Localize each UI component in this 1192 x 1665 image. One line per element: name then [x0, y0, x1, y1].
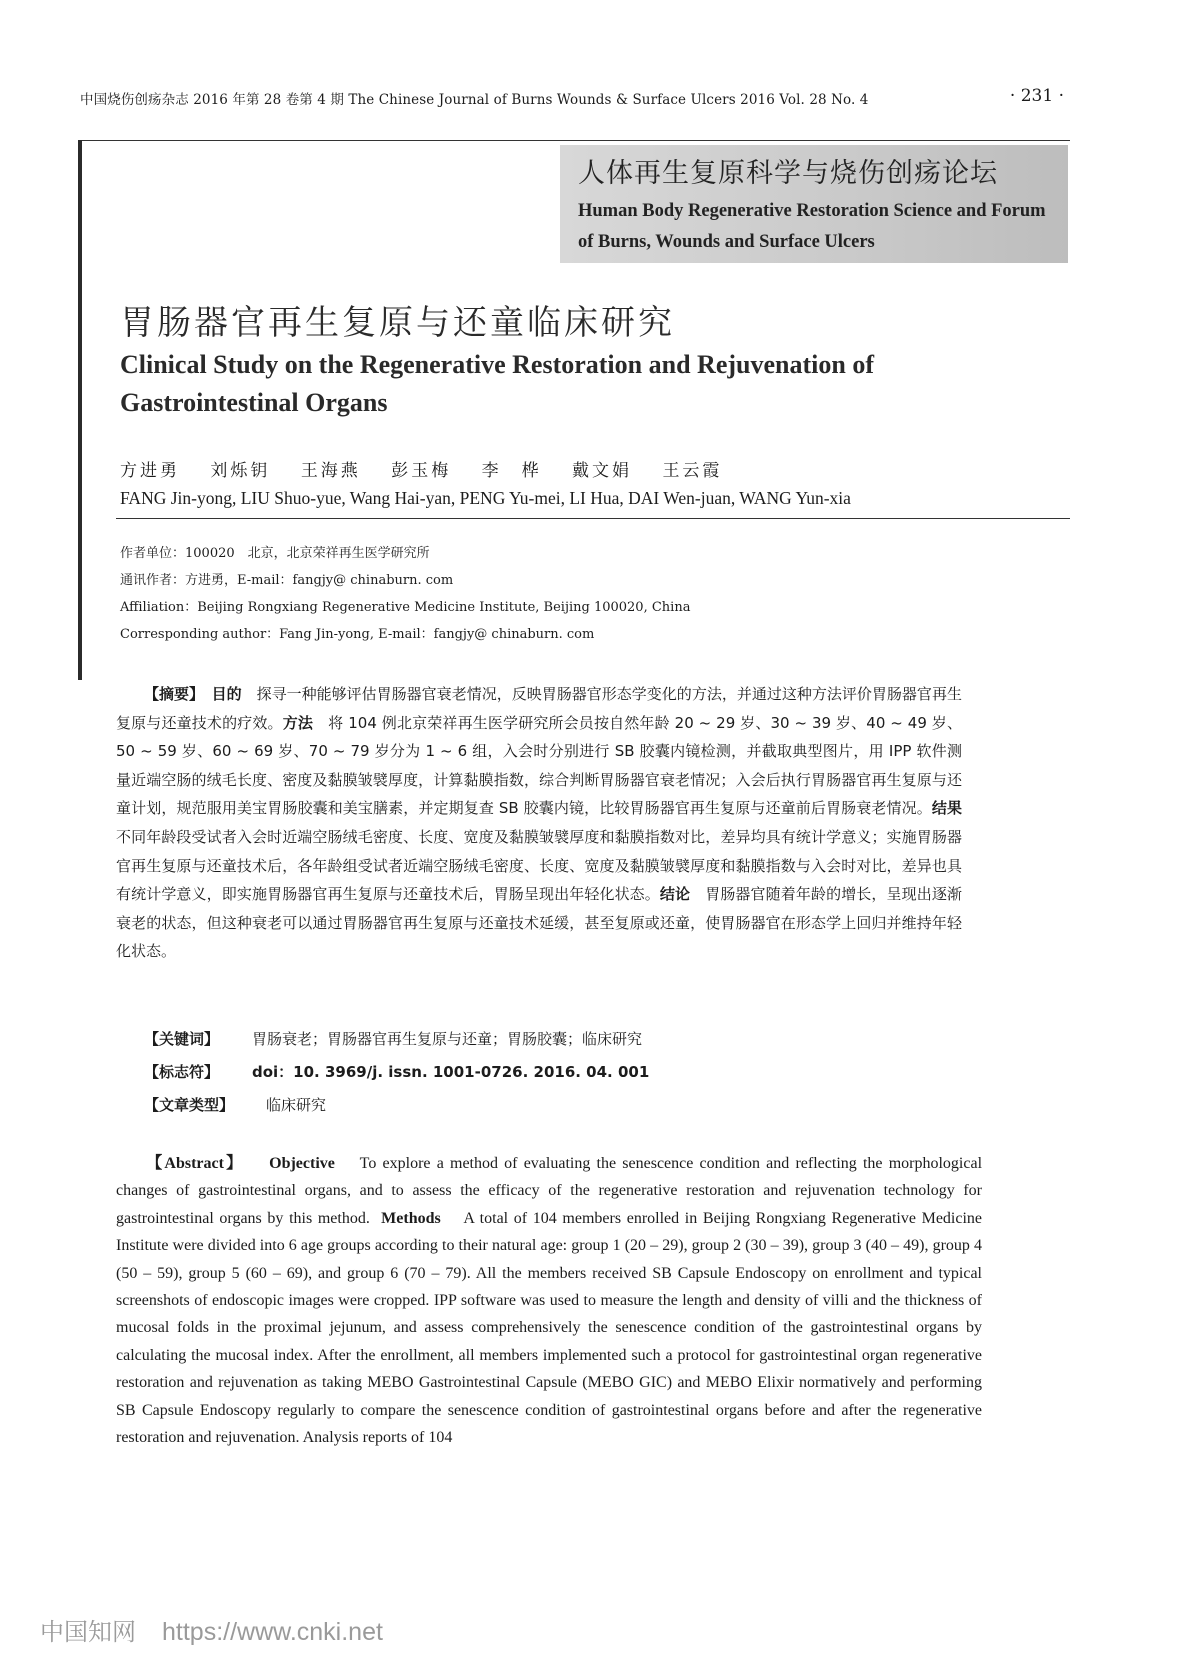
abstract-cn: [116, 680, 962, 966]
affiliation-cn: 作者单位：100020 北京，北京荣祥再生医学研究所: [120, 546, 430, 561]
corresponding-author-en: Corresponding author：Fang Jin-yong, E-mail：fangjy@ chinaburn. com: [120, 627, 595, 642]
running-header: 中国烧伤创疡杂志 2016 年第 28 卷第 4 期 The Chinese Journal of Burns Wounds & Surface Ulcers 2016 Vol. 28 No. 4: [80, 92, 869, 108]
keywords-row: [144, 1023, 984, 1056]
conclusion-text-cn: 胃肠器官随着年龄的增长，呈现出逐渐衰老的状态，但这种衰老可以通过胃肠器官再生复原与还童技术延缓，甚至复原或还童，使胃肠器官在形态学上回归并维持年轻化状态。: [116, 885, 962, 961]
doi-label: 【标志符】: [144, 1063, 220, 1081]
objective-label-cn: 目的: [211, 685, 242, 703]
affiliation-block: [120, 540, 1020, 648]
author-cn: 彭玉梅: [391, 461, 452, 481]
article-type-text: 临床研究: [266, 1096, 327, 1114]
author-cn: 王海燕: [300, 461, 361, 481]
methods-text-en: A total of 104 members enrolled in Beijing Rongxiang Regenerative Medicine Institute were divided into 6 age groups according to their natural age: group 1 (20 – 29), group 2 (30 – 39), group 3 (40 – 49), group 4 (50 – 59), group 5 (60 – 69), and group 6 (70 – 79). All the members received SB Capsule Endoscopy on enrollment and typical screenshots of endoscopic images were cropped. IPP software was used to measure the length and density of villi and the thickness of mucosal folds in the proximal jejunum, and assess comprehensively the senescence condition of the gastrointestinal organs by calculating the mucosal index. After the enrollment, all members implemented such a protocol for gastrointestinal organ regenerative restoration and rejuvenation as taking MEBO Gastrointestinal Capsule (MEBO GIC) and MEBO Elixir normatively and performing SB Capsule Endoscopy regularly to compare the senescence condition of gastrointestinal organs before and after the regenerative restoration and rejuvenation. Analysis reports of 104: [116, 1209, 983, 1447]
author-cn: 王云霞: [662, 461, 723, 481]
article-type-row: [144, 1089, 984, 1122]
top-rule: [82, 140, 1070, 141]
abstract-en-label: 【Abstract】: [144, 1155, 245, 1172]
results-label-cn: 结果: [931, 799, 962, 818]
page-number: · 231 ·: [1009, 86, 1064, 106]
keywords-text: 胃肠衰老；胃肠器官再生复原与还童；胃肠胶囊；临床研究: [252, 1030, 643, 1048]
forum-banner: [560, 145, 1068, 263]
cnki-site-link[interactable]: https://www.cnki.net: [162, 1618, 383, 1646]
doi-row: [144, 1056, 984, 1089]
author-cn: 戴文娟: [572, 461, 633, 481]
margin-rule: [78, 140, 82, 680]
abstract-cn-label: 【摘要】: [144, 685, 197, 703]
author-rule: [116, 518, 1070, 519]
authors-cn: [120, 456, 744, 481]
methods-text-cn: 将 104 例北京荣祥再生医学研究所会员按自然年龄 20 ~ 29 岁、30 ~ 39 岁、40 ~ 49 岁、50 ~ 59 岁、60 ~ 69 岁、70 ~ 79 岁分为 1 ~ 6 组，入会时分别进行 SB 胶囊内镜检测，并截取典型图片，用 IPP 软件测量近端空肠的绒毛长度、密度及黏膜皱襞厚度，计算黏膜指数，综合判断胃肠器官衰老情况；入会后执行胃肠器官再生复原与还童计划，规范服用美宝胃肠胶囊和美宝膳素，并定期复查 SB 胶囊内镜，比较胃肠器官再生复原与还童前后胃肠衰老情况。: [116, 713, 962, 818]
article-title-cn: 胃肠器官再生复原与还童临床研究: [120, 303, 675, 343]
corresponding-author-cn: 通讯作者：方进勇，E-mail：fangjy@ chinaburn. com: [120, 573, 454, 588]
keywords-label: 【关键词】: [144, 1030, 220, 1048]
author-cn: 刘烁钥: [210, 461, 271, 481]
authors-en: FANG Jin-yong, LIU Shuo-yue, Wang Hai-yan, PENG Yu-mei, LI Hua, DAI Wen-juan, WANG Yun-xia: [120, 488, 851, 508]
methods-label-cn: 方法: [282, 713, 314, 732]
article-type-label: 【文章类型】: [144, 1096, 235, 1114]
conclusion-label-cn: 结论: [659, 885, 691, 904]
abstract-en: [116, 1150, 982, 1451]
objective-text-en: To explore a method of evaluating the senescence condition and reflecting the morphological changes of gastrointestinal organs, and to assess the efficacy of the regenerative restoration and rejuvenation technology for gastrointestinal organs by this method.: [116, 1155, 983, 1227]
cnki-brand: 中国知网: [40, 1618, 136, 1646]
footer-watermark: [40, 1612, 383, 1647]
objective-label-en: Objective: [269, 1155, 335, 1172]
forum-title-cn: 人体再生复原科学与烧伤创疡论坛: [578, 158, 998, 189]
forum-title-en: Human Body Regenerative Restoration Science and Forum of Burns, Wounds and Surface Ulcers: [578, 201, 1046, 252]
author-cn: 方进勇: [120, 461, 180, 481]
objective-text-cn: 探寻一种能够评估胃肠器官衰老情况，反映胃肠器官形态学变化的方法，并通过这种方法评价胃肠器官再生复原与还童技术的疗效。: [116, 685, 962, 732]
affiliation-en: Affiliation：Beijing Rongxiang Regenerative Medicine Institute, Beijing 100020, China: [120, 600, 691, 615]
methods-label-en: Methods: [381, 1209, 441, 1227]
meta-block: [144, 1023, 984, 1122]
author-cn: 李 桦: [481, 461, 542, 481]
doi-text: doi：10. 3969/j. issn. 1001-0726. 2016. 04. 001: [252, 1063, 650, 1081]
results-text-cn: 不同年龄段受试者入会时近端空肠绒毛密度、长度、宽度及黏膜皱襞厚度和黏膜指数对比，差异均具有统计学意义；实施胃肠器官再生复原与还童技术后，各年龄组受试者近端空肠绒毛密度、长度、宽度及黏膜皱襞厚度和黏膜指数与入会时对比，差异也具有统计学意义，即实施胃肠器官再生复原与还童技术后，胃肠呈现出年轻化状态。: [116, 827, 962, 904]
article-title-en: Clinical Study on the Regenerative Restoration and Rejuvenation of Gastrointestinal Organs: [120, 350, 874, 417]
